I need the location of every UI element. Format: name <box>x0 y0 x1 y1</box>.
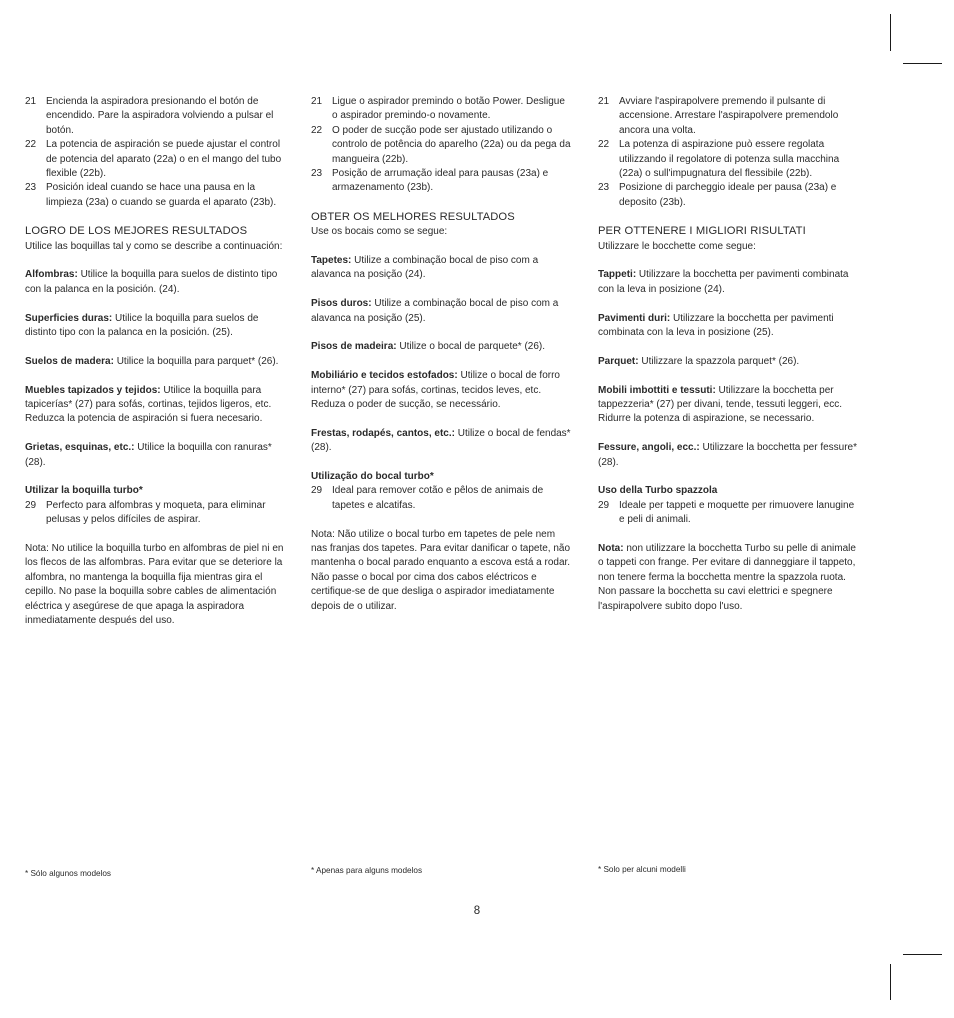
list-item <box>25 95 287 138</box>
list-item <box>25 181 287 210</box>
entry <box>25 384 287 427</box>
subheading: Uso della Turbo spazzola <box>598 485 718 497</box>
footnote-italian: * Solo per alcuni modelli <box>598 865 686 874</box>
item-text: Posición ideal cuando se hace una pausa en la limpieza (23a) o cuando se guarda el aparato (23b). <box>46 182 277 208</box>
crop-mark-bottom-horizontal <box>903 954 942 955</box>
item-number: 29 <box>25 499 37 511</box>
entry-text: Utilizzare la bocchetta per pavimenti combinata con la leva in posizione (25). <box>598 312 834 339</box>
entry-label: Alfombras: <box>25 269 78 281</box>
entry <box>311 254 573 283</box>
item-text: Encienda la aspiradora presionando el botón de encendido. Pare la aspiradora volviendo a pulsar el botón. <box>46 96 274 136</box>
entry <box>25 355 287 369</box>
entry <box>311 427 573 456</box>
column-spanish <box>25 95 287 629</box>
entry <box>311 369 573 412</box>
entry-label: Parquet: <box>598 355 639 367</box>
entry-text: Utilize o bocal de parquete* (26). <box>396 341 546 353</box>
section-heading: OBTER OS MELHORES RESULTADOS <box>311 210 515 223</box>
entry-label: Frestas, rodapés, cantos, etc.: <box>311 427 455 439</box>
column-italian <box>598 95 860 614</box>
item-text: Avviare l'aspirapolvere premendo il pulsante di accensione. Arrestare l'aspirapolvere premendolo ancora una volta. <box>619 96 839 136</box>
entry-label: Suelos de madera: <box>25 355 114 367</box>
section-heading: LOGRO DE LOS MEJORES RESULTADOS <box>25 225 248 238</box>
subheading: Utilizar la boquilla turbo* <box>25 485 143 497</box>
list-item <box>598 138 860 181</box>
item-text: Ligue o aspirador premindo o botão Power. Desligue o aspirador premindo-o novamente. <box>332 96 565 122</box>
entry-text: Utilice la boquilla para suelos de distinto tipo con la palanca en la posición. (24). <box>25 269 278 295</box>
entry-label: Tappeti: <box>598 269 637 281</box>
entry <box>598 268 860 297</box>
entry-label: Pisos de madeira: <box>311 341 397 353</box>
item-number: 22 <box>25 139 37 151</box>
list-item <box>311 484 573 513</box>
item-text: Ideal para remover cotão e pêlos de animais de tapetes e alcatifas. <box>332 485 544 511</box>
entry-label: Tapetes: <box>311 255 352 267</box>
entry <box>25 312 287 341</box>
list-item <box>311 124 573 167</box>
entry <box>25 441 287 470</box>
entry-text: Utilizzare la spazzola parquet* (26). <box>638 355 800 367</box>
item-text: Posizione di parcheggio ideale per pausa (23a) e deposito (23b). <box>619 182 837 208</box>
note-label: Nota: <box>598 543 624 555</box>
list-item <box>311 167 573 196</box>
entry <box>25 268 287 297</box>
entry-text: Utilize o bocal de fendas* (28). <box>311 427 571 454</box>
item-text: Posição de arrumação ideal para pausas (23a) e armazenamento (23b). <box>332 168 549 194</box>
entry-label: Superficies duras: <box>25 312 113 324</box>
entry <box>598 355 860 369</box>
entry-text: Utilice la boquilla para parquet* (26). <box>113 355 279 367</box>
entry-text: Utilizzare la bocchetta per pavimenti combinata con la leva in posizione (24). <box>598 269 849 295</box>
item-number: 29 <box>598 499 610 511</box>
note-text: non utilizzare la bocchetta Turbo su pelle di animale o tappeti con frange. Per evitare di danneggiare il tappeto, non tenere ferma la bocchetta mentre la spazzola ruota. Non passare la bocchetta su cavi elettrici e spegnere l'aspirapolvere subito dopo l'uso. <box>598 543 856 612</box>
item-number: 21 <box>25 96 37 107</box>
crop-mark-top-vertical <box>890 14 891 51</box>
item-number: 21 <box>598 96 610 107</box>
entry-text: Utilice la boquilla para tapicerías* (27) para sofás, cortinas, tejidos ligeros, etc. Reduzca la potencia de aspiración si fuera necesario. <box>25 384 272 425</box>
note-text: Nota: Não utilize o bocal turbo em tapetes de pele nem nas franjas dos tapetes. Para evitar danificar o tapete, não mantenha o bocal parado enquanto a escova está a rodar. Não passe o bocal por cima dos cabos eléctricos e certifique-se de que desliga o aspirador imediatamente depois de o utilizar. <box>311 528 571 612</box>
entry <box>311 297 573 326</box>
entry-label: Mobiliário e tecidos estofados: <box>311 370 458 382</box>
note-text: Nota: No utilice la boquilla turbo en alfombras de piel ni en los flecos de las alfombras. Para evitar que se deteriore la alfombra, no mantenga la boquilla fija mientras gira el cepillo. No pase la boquilla sobre cables de alimentación eléctrica y asegúrese de que apaga la aspiradora inmediatamente después del uso. <box>25 543 284 627</box>
entry-label: Fessure, angoli, ecc.: <box>598 442 700 454</box>
section-heading: PER OTTENERE I MIGLIORI RISULTATI <box>598 225 806 238</box>
entry-text: Utilize o bocal de forro interno* (27) para sofás, cortinas, tecidos leves, etc. Reduza o poder de sucção, se necessário. <box>311 370 560 411</box>
item-number: 29 <box>311 485 323 497</box>
list-item <box>598 499 860 528</box>
list-item <box>25 499 287 528</box>
intro-text: Utilizzare le bocchette come segue: <box>598 240 756 252</box>
item-text: La potencia de aspiración se puede ajustar el control de potencia del aparato (22a) o en el mango del tubo flexible (22b). <box>46 139 282 180</box>
item-text: Ideale per tappeti e moquette per rimuovere lanugine e peli di animali. <box>619 499 855 526</box>
list-item <box>598 95 860 138</box>
note <box>598 542 860 614</box>
entry-label: Muebles tapizados y tejidos: <box>25 384 161 396</box>
subheading: Utilização do bocal turbo* <box>311 471 434 483</box>
intro-text: Utilice las boquillas tal y como se describe a continuación: <box>25 240 283 252</box>
item-text: La potenza di aspirazione può essere regolata utilizzando il regolatore di potenza sulla macchina (22a) o sull'impugnatura del flessibile (22b). <box>619 139 840 180</box>
column-portuguese <box>311 95 573 614</box>
footnote-spanish: * Sólo algunos modelos <box>25 869 112 878</box>
entry-text: Utilizzare la bocchetta per tappezzeria* (27) per divani, tende, tessuti leggeri, ecc. Ridurre la potenza di aspirazione, se necessario. <box>598 384 843 425</box>
footnote-portuguese: * Apenas para alguns modelos <box>311 866 423 875</box>
page-number: 8 <box>473 905 481 917</box>
entry-label: Pavimenti duri: <box>598 312 671 324</box>
list-item <box>311 95 573 124</box>
entry-label: Pisos duros: <box>311 298 372 310</box>
item-number: 23 <box>598 182 610 194</box>
list-item <box>598 181 860 210</box>
item-number: 22 <box>598 139 610 151</box>
crop-mark-bottom-vertical <box>890 964 891 1000</box>
entry-text: Utilice la boquilla para suelos de distinto tipo con la palanca en la posición. (25). <box>25 312 259 339</box>
entry-text: Utilize a combinação bocal de piso com a alavanca na posição (24). <box>311 255 539 281</box>
entry-text: Utilizzare la bocchetta per fessure* (28). <box>598 442 858 468</box>
item-number: 22 <box>311 124 323 136</box>
item-text: Perfecto para alfombras y moqueta, para eliminar pelusas y pelos difíciles de aspirar. <box>46 499 266 526</box>
entry <box>598 384 860 427</box>
entry-text: Utilize a combinação bocal de piso com a alavanca na posição (25). <box>311 298 559 324</box>
entry-label: Mobili imbottiti e tessuti: <box>598 384 716 396</box>
list-item <box>25 138 287 181</box>
crop-mark-top-horizontal <box>903 63 942 64</box>
entry <box>598 441 860 470</box>
item-text: O poder de sucção pode ser ajustado utilizando o controlo de potência do aparelho (22a) ou da pega da mangueira (22b). <box>332 124 571 165</box>
item-number: 21 <box>311 96 323 107</box>
entry-label: Grietas, esquinas, etc.: <box>25 442 135 454</box>
entry <box>311 340 573 354</box>
entry <box>598 312 860 341</box>
intro-text: Use os bocais como se segue: <box>311 226 448 238</box>
item-number: 23 <box>25 182 37 194</box>
entry-text: Utilice la boquilla con ranuras* (28). <box>25 442 272 468</box>
item-number: 23 <box>311 168 323 180</box>
